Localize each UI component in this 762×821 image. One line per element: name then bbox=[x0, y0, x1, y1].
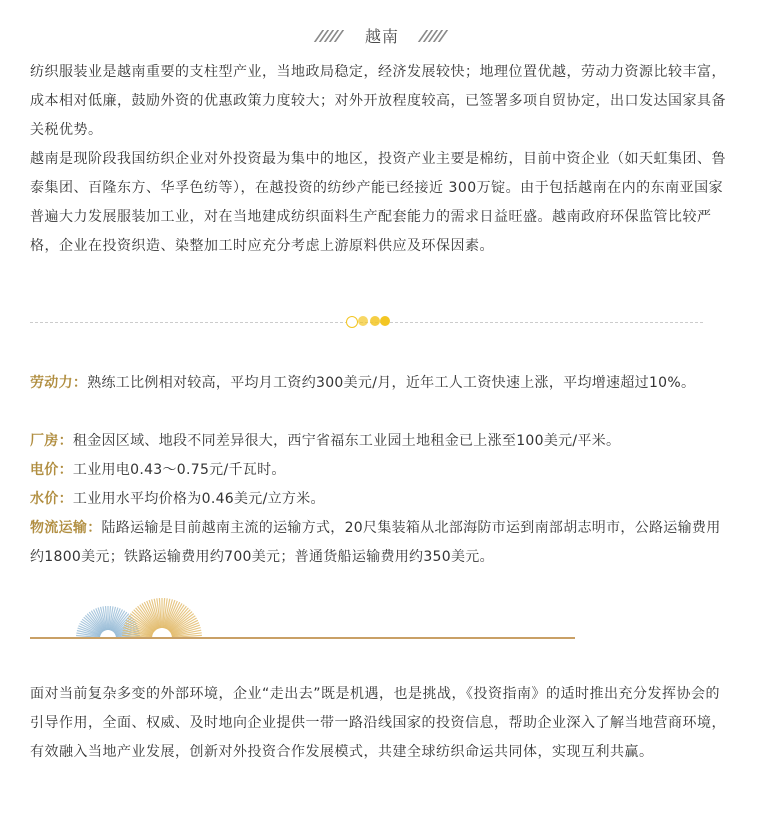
cost-text: 熟练工比例相对较高，平均月工资约300美元/月，近年工人工资快速上涨，平均增速超过10%。 bbox=[87, 375, 696, 391]
cost-label: 电价： bbox=[30, 462, 73, 478]
sunburst-fan-icon bbox=[70, 596, 270, 640]
cost-text: 租金因区域、地段不同差异很大，西宁省福东工业园土地租金已上涨至100美元/平米。 bbox=[72, 433, 621, 449]
cost-item-electricity bbox=[30, 456, 730, 485]
cost-label: 水价： bbox=[30, 491, 73, 507]
intro-paragraph: 越南是现阶段我国纺织企业对外投资最为集中的地区，投资产业主要是棉纺，目前中资企业（如天虹集团、鲁泰集团、百隆东方、华孚色纺等），在越投资的纺纱产能已经接近 300万锭。由于包括越南在内的东南亚国家普遍大力发展服装加工业，对在当地建成纺织面料生产配套能力的需求日益旺盛。越南政府环保监管比较严格，企业在投资织造、染整加工时应充分考虑上游原料供应及环保因素。 bbox=[30, 151, 726, 254]
cost-text: 工业用电0.43～0.75元/千瓦时。 bbox=[72, 462, 286, 478]
conclusion-paragraph: 面对当前复杂多变的外部环境，企业“走出去”既是机遇，也是挑战，《投资指南》的适时推出充分发挥协会的引导作用，全面、权威、及时地向企业提供一带一路沿线国家的投资信息，帮助企业深入了解当地营商环境，有效融入当地产业发展，创新对外投资合作发展模式，共建全球纺织命运共同体，实现互利共赢。 bbox=[30, 686, 726, 760]
cost-text: 工业用水平均价格为0.46美元/立方米。 bbox=[72, 491, 325, 507]
section-title: 越南 bbox=[364, 27, 399, 46]
cost-item-labor bbox=[30, 369, 730, 398]
cost-label: 劳动力： bbox=[30, 375, 88, 391]
cost-label: 厂房： bbox=[30, 433, 73, 449]
fan-decoration bbox=[30, 596, 590, 640]
cost-item-logistics bbox=[30, 514, 730, 572]
fan-baseline bbox=[30, 637, 575, 639]
cost-item-factory bbox=[30, 427, 730, 456]
intro-paragraph: 纺织服装业是越南重要的支柱型产业，当地政局稳定，经济发展较快；地理位置优越，劳动力资源比较丰富，成本相对低廉，鼓励外资的优惠政策力度较大；对外开放程度较高，已签署多项自贸协定，出口发达国家具备关税优势。 bbox=[30, 64, 726, 138]
cost-label: 物流运输： bbox=[30, 520, 102, 536]
section-header bbox=[0, 22, 762, 50]
three-dots-icon bbox=[344, 316, 390, 328]
cost-item-water bbox=[30, 485, 730, 514]
cost-text: 陆路运输是目前越南主流的运输方式，20尺集装箱从北部海防市运到南部胡志明市，公路运输费用约1800美元；铁路运输费用约700美元；普通货船运输费用约350美元。 bbox=[30, 520, 721, 565]
diagonal-stripes-icon bbox=[420, 30, 446, 42]
